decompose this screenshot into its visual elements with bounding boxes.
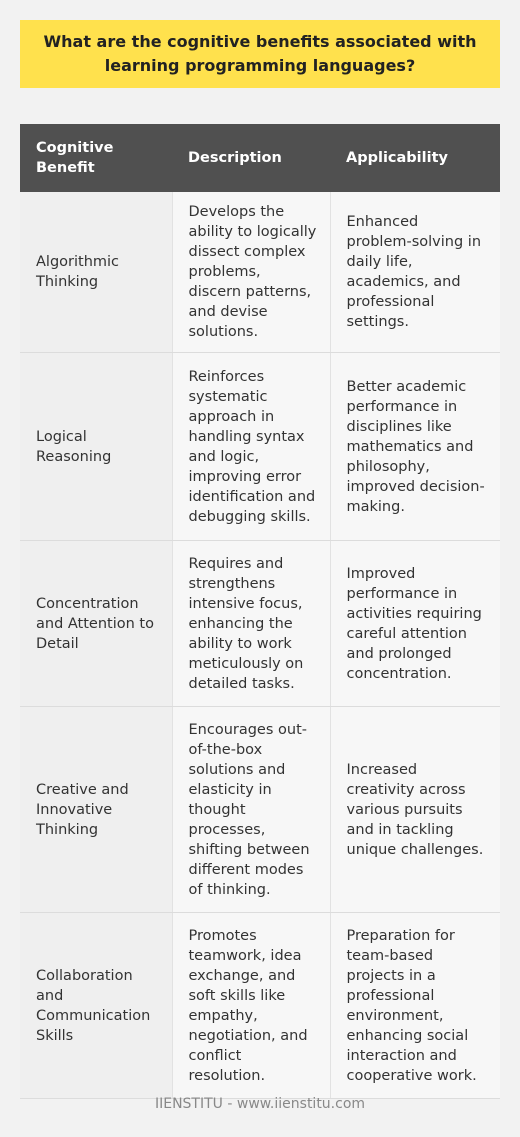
table-row — [20, 541, 500, 707]
table-row — [20, 353, 500, 541]
header-cognitive-benefit: Cognitive Benefit — [20, 124, 172, 192]
header-applicability: Applicability — [330, 124, 500, 192]
description-cell: Reinforces systematic approach in handling syntax and logic, improving error identification and debugging skills. — [172, 353, 330, 541]
table-row — [20, 707, 500, 913]
benefit-cell: Logical Reasoning — [20, 353, 172, 541]
table-row — [20, 913, 500, 1099]
applicability-cell: Enhanced problem-solving in daily life, academics, and professional settings. — [330, 192, 500, 353]
benefit-cell: Algorithmic Thinking — [20, 192, 172, 353]
page-title: What are the cognitive benefits associated with learning programming languages? — [20, 20, 500, 88]
description-cell: Requires and strengthens intensive focus, enhancing the ability to work meticulously on detailed tasks. — [172, 541, 330, 707]
benefit-cell: Concentration and Attention to Detail — [20, 541, 172, 707]
footer-credit: IIENSTITU - www.iienstitu.com — [154, 1096, 366, 1112]
description-cell: Develops the ability to logically dissect complex problems, discern patterns, and devise solutions. — [172, 192, 330, 353]
applicability-cell: Better academic performance in disciplines like mathematics and philosophy, improved decision-making. — [330, 353, 500, 541]
benefit-cell: Creative and Innovative Thinking — [20, 707, 172, 913]
applicability-cell: Preparation for team-based projects in a professional environment, enhancing social interaction and cooperative work. — [330, 913, 500, 1099]
header-description: Description — [172, 124, 330, 192]
description-cell: Encourages out-of-the-box solutions and elasticity in thought processes, shifting between different modes of thinking. — [172, 707, 330, 913]
table-row — [20, 192, 500, 353]
table-header-row — [20, 124, 500, 192]
benefits-table — [20, 124, 500, 1099]
applicability-cell: Increased creativity across various pursuits and in tackling unique challenges. — [330, 707, 500, 913]
description-cell: Promotes teamwork, idea exchange, and soft skills like empathy, negotiation, and conflict resolution. — [172, 913, 330, 1099]
benefit-cell: Collaboration and Communication Skills — [20, 913, 172, 1099]
applicability-cell: Improved performance in activities requiring careful attention and prolonged concentration. — [330, 541, 500, 707]
